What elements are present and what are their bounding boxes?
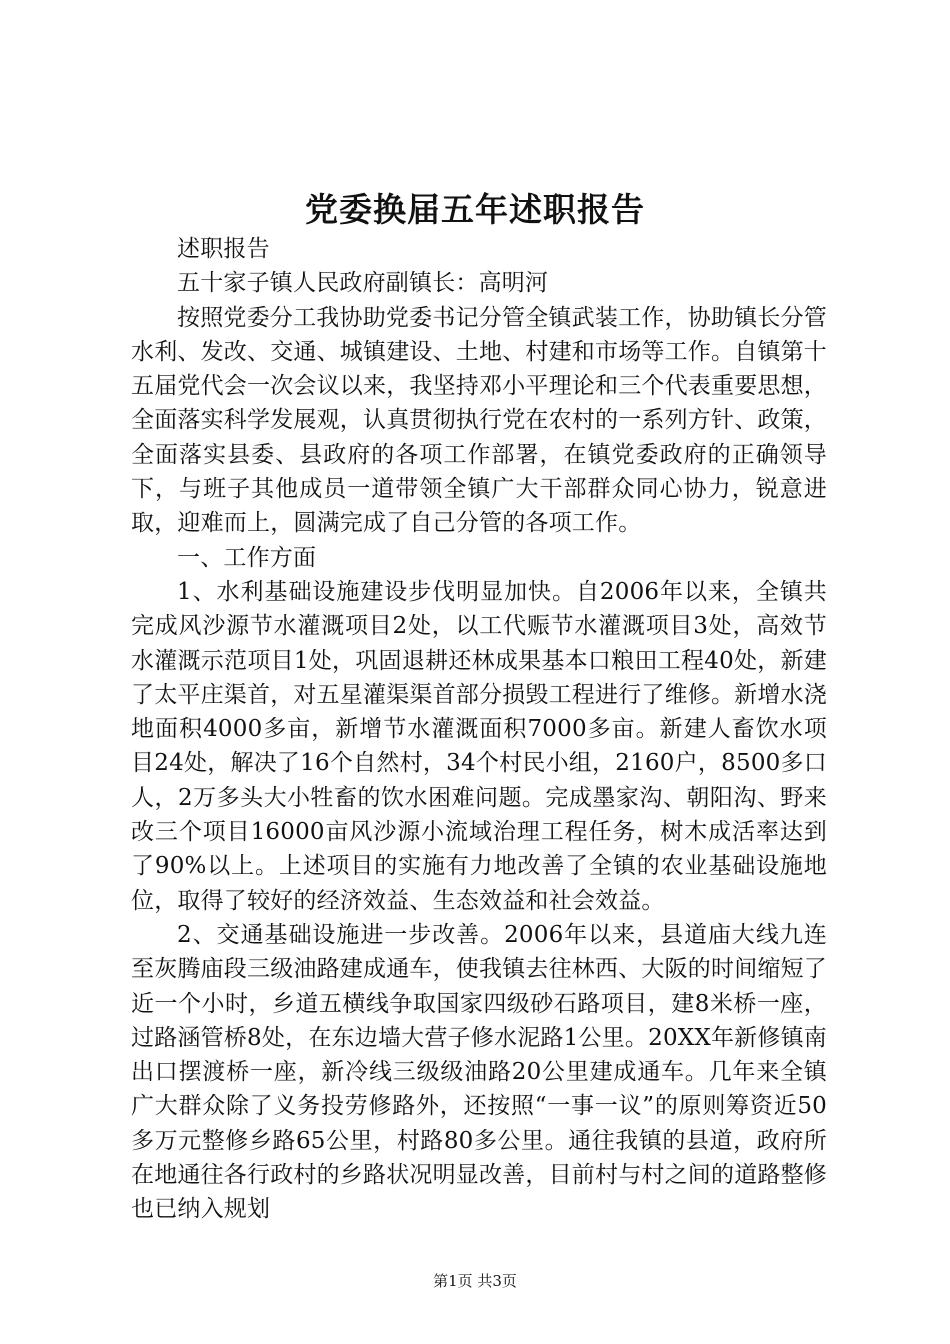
transport-paragraph: 2、交通基础设施进一步改善。2006年以来，县道庙大线九连至灰腾庙段三级油路建成通车，使我镇去往林西、大阪的时间缩短了近一个小时，乡道五横线争取国家四级砂石路项目，建8米桥一座，过路涵管桥8处，在东边墙大营子修水泥路1公里。20XX年新修镇南出口摆渡桥一座，新冷线三级级油路20公里建成通车。几年来全镇广大群众除了义务投劳修路外，还按照“一事一议”的原则筹资近50多万元整修乡路65公里，村路80多公里。通往我镇的县道，政府所在地通往各行政村的乡路状况明显改善，目前村与村之间的道路整修也已纳入规划 [131,921,827,1223]
report-heading: 述职报告 [177,236,270,262]
page-footer: 第1页 共3页 [433,1272,517,1290]
intro-paragraph: 按照党委分工我协助党委书记分管全镇武装工作，协助镇长分管水利、发改、交通、城镇建设、土地、村建和市场等工作。自镇第十五届党代会一次会议以来，我坚持邓小平理论和三个代表重要思想，全面落实科学发展观，认真贯彻执行党在农村的一系列方针、政策，全面落实县委、县政府的各项工作部署，在镇党委政府的正确领导下，与班子其他成员一道带领全镇广大干部群众同心协力，锐意进取，迎难而上，圆满完成了自己分管的各项工作。 [131,304,827,537]
section-heading: 一、工作方面 [177,544,317,571]
document-body [131,232,827,1227]
author-line: 五十家子镇人民政府副镇长：高明河 [177,270,549,297]
water-conservancy-paragraph: 1、水利基础设施建设步伐明显加快。自2006年以来，全镇共完成风沙源节水灌溉项目2处，以工代赈节水灌溉项目3处，高效节水灌溉示范项目1处，巩固退耕还林成果基本口粮田工程40处，新建了太平庄渠首，对五星灌渠渠首部分损毁工程进行了维修。新增水浇地面积4000多亩，新增节水灌溉面积7000多亩。新建人畜饮水项目24处，解决了16个自然村，34个村民小组，2160户，8500多口人，2万多头大小牲畜的饮水困难问题。完成墨家沟、朝阳沟、野来改三个项目16000亩风沙源小流域治理工程任务，树木成活率达到了90%以上。上述项目的实施有力地改善了全镇的农业基础设施地位，取得了较好的经济效益、生态效益和社会效益。 [131,578,827,914]
document-title: 党委换届五年述职报告 [305,190,645,229]
